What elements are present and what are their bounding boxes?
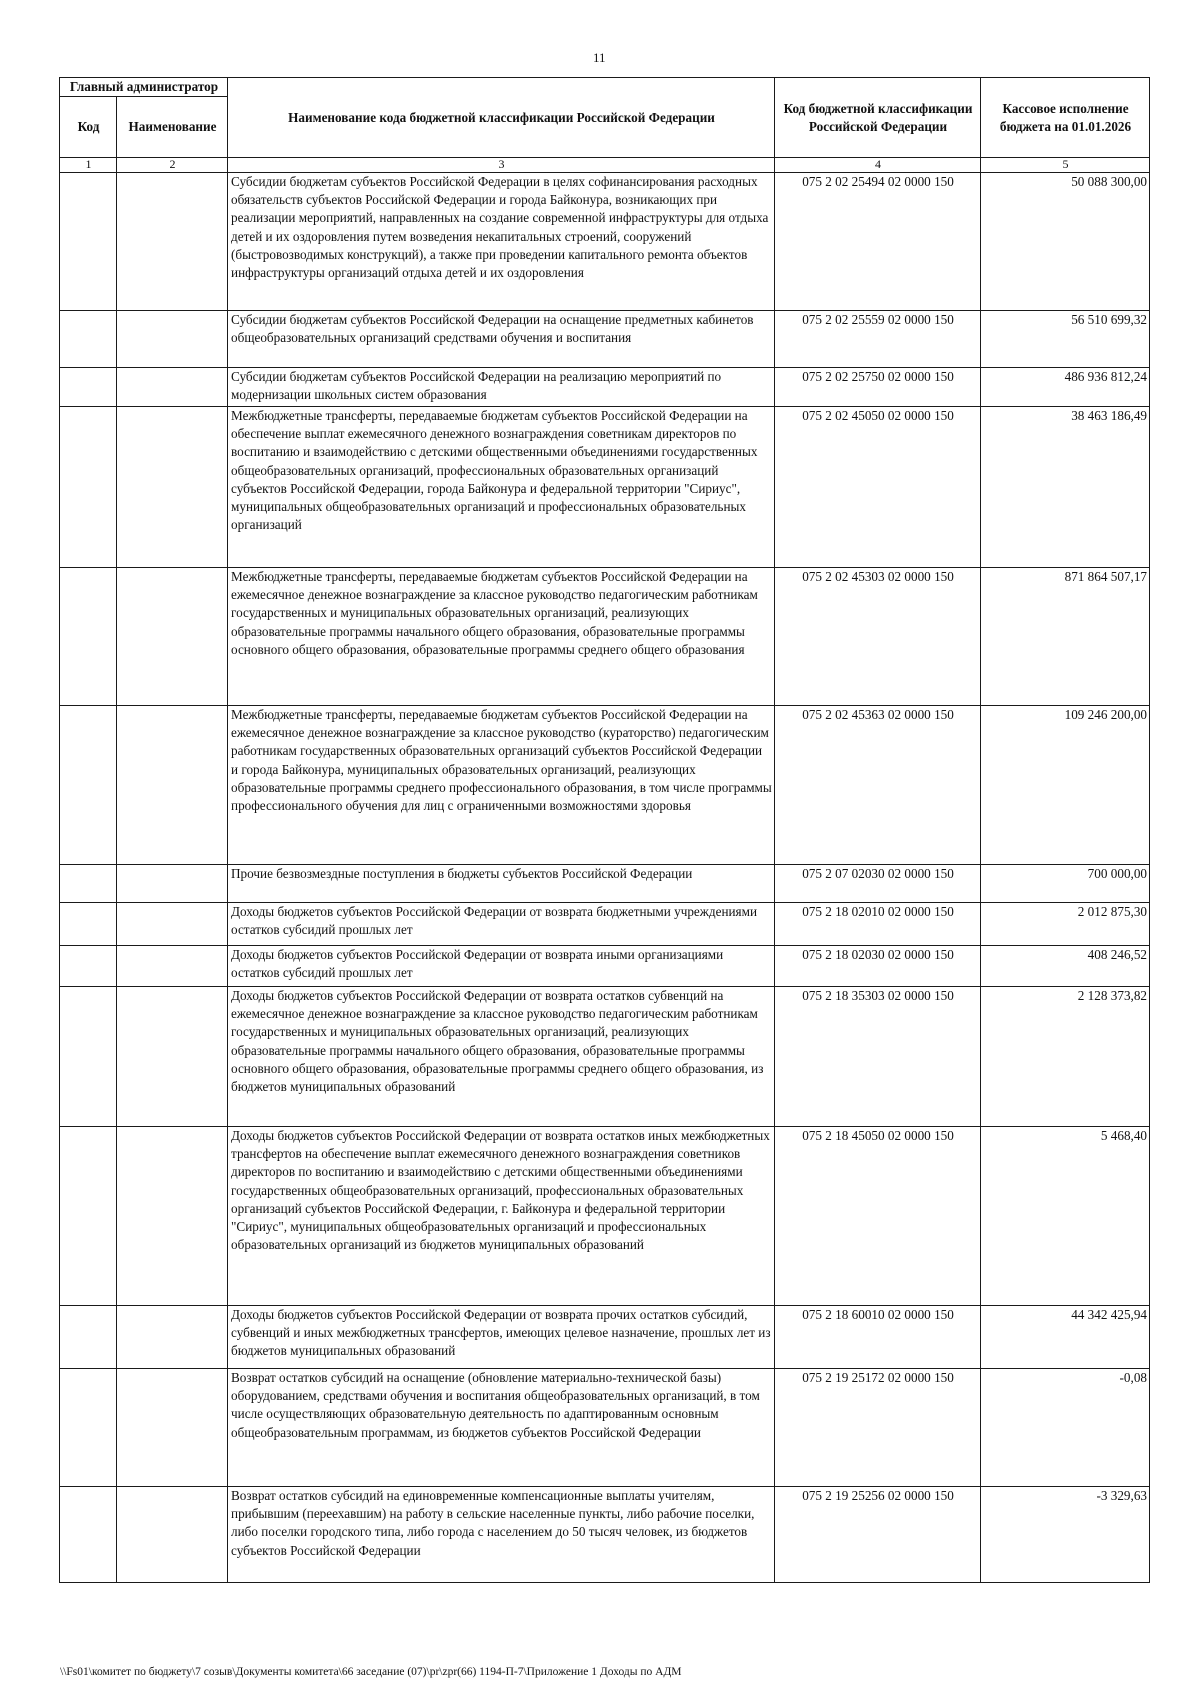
budget-code-cell: 075 2 02 45363 02 0000 150 [775, 706, 981, 865]
budget-code-cell: 075 2 19 25256 02 0000 150 [775, 1487, 981, 1583]
admin-code-cell [60, 173, 117, 311]
classification-name-cell: Межбюджетные трансферты, передаваемые бюджетам субъектов Российской Федерации на ежемесячное денежное вознаграждение за классное руководство педагогическим работникам государственных и муниципальных образовательных организаций, реализующих образовательные программы начального общего образования, образовательные программы основного общего образования, образовательные программы среднего общего образования [228, 568, 775, 706]
column-number: 4 [775, 158, 981, 173]
admin-name-cell [117, 368, 228, 407]
classification-name-cell: Доходы бюджетов субъектов Российской Федерации от возврата иными организациями остатков субсидий прошлых лет [228, 946, 775, 987]
classification-name-cell: Субсидии бюджетам субъектов Российской Федерации на оснащение предметных кабинетов общеобразовательных организаций средствами обучения и воспитания [228, 311, 775, 368]
admin-code-cell [60, 865, 117, 903]
admin-name-cell [117, 568, 228, 706]
classification-name-cell: Субсидии бюджетам субъектов Российской Федерации в целях софинансирования расходных обязательств субъектов Российской Федерации и города Байконура, возникающих при реализации мероприятий, направленных на создание современной инфраструктуры для отдыха детей и их оздоровления путем возведения некапитальных строений, сооружений (быстровозводимых конструкций), а также при проведении капитального ремонта объектов инфраструктуры организаций отдыха детей и их оздоровления [228, 173, 775, 311]
amount-cell: 871 864 507,17 [981, 568, 1150, 706]
admin-code-cell [60, 568, 117, 706]
admin-name-cell [117, 1487, 228, 1583]
table-row [60, 1127, 1150, 1306]
amount-cell: 2 012 875,30 [981, 903, 1150, 946]
admin-name-cell [117, 407, 228, 568]
amount-cell: -0,08 [981, 1369, 1150, 1487]
header-main-administrator: Главный администратор [60, 78, 228, 97]
classification-name-cell: Межбюджетные трансферты, передаваемые бюджетам субъектов Российской Федерации на обеспечение выплат ежемесячного денежного вознаграждения советникам директоров по воспитанию и взаимодействию с детскими общественными объединениями государственных общеобразовательных организаций, профессиональных образовательных организаций субъектов Российской Федерации, города Байконура и федеральной территории "Сириус", муниципальных общеобразовательных организаций и профессиональных образовательных организаций [228, 407, 775, 568]
classification-name-cell: Доходы бюджетов субъектов Российской Федерации от возврата остатков иных межбюджетных трансфертов на обеспечение выплат ежемесячного денежного вознаграждения советников директоров по воспитанию и взаимодействию с детскими общественными объединениями государственных общеобразовательных организаций, профессиональных образовательных организаций субъектов Российской Федерации, г. Байконура и федеральной территории "Сириус", муниципальных общеобразовательных организаций и профессиональных образовательных организаций из бюджетов муниципальных образований [228, 1127, 775, 1306]
classification-name-cell: Прочие безвозмездные поступления в бюджеты субъектов Российской Федерации [228, 865, 775, 903]
classification-name-cell: Доходы бюджетов субъектов Российской Федерации от возврата бюджетными учреждениями остатков субсидий прошлых лет [228, 903, 775, 946]
amount-cell: 44 342 425,94 [981, 1306, 1150, 1369]
budget-code-cell: 075 2 18 45050 02 0000 150 [775, 1127, 981, 1306]
admin-code-cell [60, 987, 117, 1127]
classification-name-cell: Возврат остатков субсидий на оснащение (обновление материально-технической базы) оборудованием, средствами обучения и воспитания общеобразовательных организаций, в том числе осуществляющих образовательную деятельность по адаптированным основным общеобразовательным программам, из бюджетов субъектов Российской Федерации [228, 1369, 775, 1487]
table-row [60, 946, 1150, 987]
classification-name-cell: Доходы бюджетов субъектов Российской Федерации от возврата прочих остатков субсидий, субвенций и иных межбюджетных трансфертов, имеющих целевое назначение, прошлых лет из бюджетов муниципальных образований [228, 1306, 775, 1369]
amount-cell: 56 510 699,32 [981, 311, 1150, 368]
admin-name-cell [117, 903, 228, 946]
admin-name-cell [117, 173, 228, 311]
header-classification-name: Наименование кода бюджетной классификации Российской Федерации [228, 78, 775, 158]
classification-name-cell: Доходы бюджетов субъектов Российской Федерации от возврата остатков субвенций на ежемесячное денежное вознаграждение за классное руководство педагогическим работникам государственных и муниципальных образовательных организаций, реализующих образовательные программы начального общего образования, образовательные программы основного общего образования, образовательные программы среднего общего образования, из бюджетов муниципальных образований [228, 987, 775, 1127]
table-row [60, 903, 1150, 946]
header-budget-code: Код бюджетной классификации Российской Федерации [775, 78, 981, 158]
table-row [60, 865, 1150, 903]
budget-code-cell: 075 2 02 25750 02 0000 150 [775, 368, 981, 407]
table-row [60, 407, 1150, 568]
budget-code-cell: 075 2 02 25559 02 0000 150 [775, 311, 981, 368]
header-cash-execution: Кассовое исполнение бюджета на 01.01.2026 [981, 78, 1150, 158]
amount-cell: 109 246 200,00 [981, 706, 1150, 865]
header-code: Код [60, 97, 117, 158]
classification-name-cell: Возврат остатков субсидий на единовременные компенсационные выплаты учителям, прибывшим (переехавшим) на работу в сельские населенные пункты, либо рабочие поселки, либо поселки городского типа, либо города с населением до 50 тысяч человек, из бюджетов субъектов Российской Федерации [228, 1487, 775, 1583]
column-number: 3 [228, 158, 775, 173]
budget-code-cell: 075 2 18 35303 02 0000 150 [775, 987, 981, 1127]
amount-cell: 38 463 186,49 [981, 407, 1150, 568]
admin-name-cell [117, 706, 228, 865]
admin-code-cell [60, 1487, 117, 1583]
page-number: 11 [593, 50, 606, 65]
classification-name-cell: Субсидии бюджетам субъектов Российской Федерации на реализацию мероприятий по модернизации школьных систем образования [228, 368, 775, 407]
table-row [60, 1369, 1150, 1487]
budget-code-cell: 075 2 18 02010 02 0000 150 [775, 903, 981, 946]
amount-cell: 2 128 373,82 [981, 987, 1150, 1127]
admin-name-cell [117, 987, 228, 1127]
admin-name-cell [117, 1127, 228, 1306]
budget-code-cell: 075 2 02 45303 02 0000 150 [775, 568, 981, 706]
budget-code-cell: 075 2 02 45050 02 0000 150 [775, 407, 981, 568]
table-row [60, 568, 1150, 706]
file-path-footer: \\Fs01\комитет по бюджету\7 созыв\Документы комитета\66 заседание (07)\pr\zpr(66) 1194-П-7\Приложение 1 Доходы по АДМ [60, 1666, 682, 1678]
budget-code-cell: 075 2 07 02030 02 0000 150 [775, 865, 981, 903]
admin-name-cell [117, 946, 228, 987]
column-number: 2 [117, 158, 228, 173]
amount-cell: 5 468,40 [981, 1127, 1150, 1306]
amount-cell: 486 936 812,24 [981, 368, 1150, 407]
table-row [60, 1306, 1150, 1369]
column-number: 1 [60, 158, 117, 173]
budget-code-cell: 075 2 18 60010 02 0000 150 [775, 1306, 981, 1369]
amount-cell: 50 088 300,00 [981, 173, 1150, 311]
admin-code-cell [60, 311, 117, 368]
header-admin-name: Наименование [117, 97, 228, 158]
table-row [60, 987, 1150, 1127]
budget-revenue-table [59, 77, 1150, 1583]
table-row [60, 706, 1150, 865]
budget-code-cell: 075 2 02 25494 02 0000 150 [775, 173, 981, 311]
table-row [60, 173, 1150, 311]
table-row [60, 368, 1150, 407]
budget-code-cell: 075 2 19 25172 02 0000 150 [775, 1369, 981, 1487]
budget-code-cell: 075 2 18 02030 02 0000 150 [775, 946, 981, 987]
column-number: 5 [981, 158, 1150, 173]
admin-code-cell [60, 368, 117, 407]
amount-cell: 408 246,52 [981, 946, 1150, 987]
amount-cell: -3 329,63 [981, 1487, 1150, 1583]
table-row [60, 311, 1150, 368]
admin-name-cell [117, 1306, 228, 1369]
admin-code-cell [60, 1306, 117, 1369]
admin-code-cell [60, 1369, 117, 1487]
admin-code-cell [60, 706, 117, 865]
admin-name-cell [117, 1369, 228, 1487]
admin-code-cell [60, 1127, 117, 1306]
admin-code-cell [60, 946, 117, 987]
classification-name-cell: Межбюджетные трансферты, передаваемые бюджетам субъектов Российской Федерации на ежемесячное денежное вознаграждение за классное руководство (кураторство) педагогическим работникам государственных образовательных организаций субъектов Российской Федерации и города Байконура, муниципальных образовательных организаций, реализующих образовательные программы среднего профессионального образования, в том числе программы профессионального обучения для лиц с ограниченными возможностями здоровья [228, 706, 775, 865]
table-row [60, 1487, 1150, 1583]
admin-name-cell [117, 865, 228, 903]
admin-code-cell [60, 903, 117, 946]
admin-name-cell [117, 311, 228, 368]
amount-cell: 700 000,00 [981, 865, 1150, 903]
admin-code-cell [60, 407, 117, 568]
